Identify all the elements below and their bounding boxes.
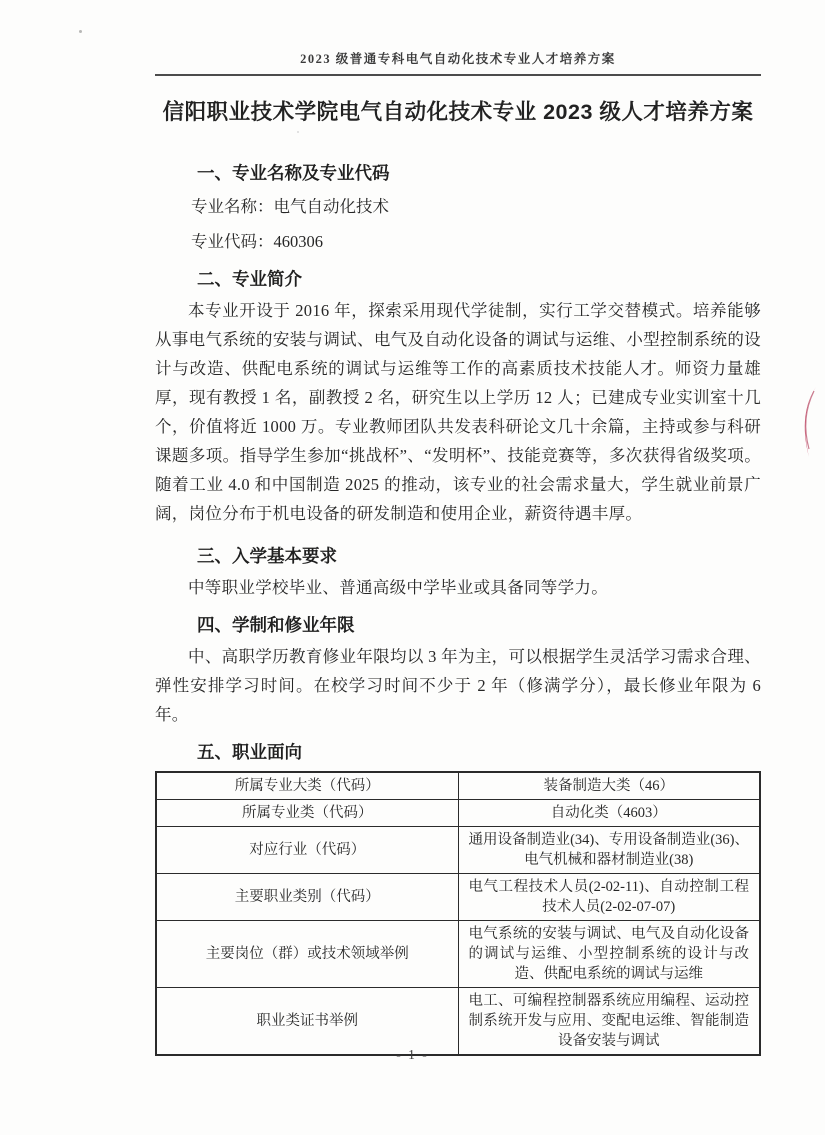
scan-speck (79, 30, 82, 33)
career-orientation-table (155, 771, 761, 1056)
document-title: 信阳职业技术学院电气自动化技术专业 2023 级人才培养方案 (162, 100, 754, 124)
major-code-line: 专业代码：460306 (191, 232, 323, 251)
intro-paragraph: 本专业开设于 2016 年，探索采用现代学徒制，实行工学交替模式。培养能够从事电气系统的安装与调试、电气及自动化设备的调试与运维、小型控制系统的设计与改造、供配电系统的调试与运维等工作的高素质技术技能人才。师资力量雄厚，现有教授 1 名，副教授 2 名，研究生以上学历 12 人；已建成专业实训室十几个，价值将近 1000 万。专业教师团队共发表科研论文几十余篇，主持或参与科研课题多项。指导学生参加“挑战杯”、“发明杯”、技能竞赛等，多次获得省级奖项。随着工业 4.0 和中国制造 2025 的推动，该专业的社会需求量大，学生就业前景广阔，岗位分布于机电设备的研发制造和使用企业，薪资待遇丰厚。 (155, 301, 761, 523)
table-row (156, 772, 760, 800)
scan-speck (563, 317, 565, 319)
row-label-cell: 所属专业类（代码） (156, 800, 458, 827)
page-number: - 1 - (396, 1047, 429, 1062)
major-name-line: 专业名称：电气自动化技术 (191, 197, 389, 216)
row-value-cell: 电气系统的安装与调试、电气及自动化设备的调试与运维、小型控制系统的设计与改造、供配电系统的调试与运维 (458, 921, 760, 988)
table-row (156, 988, 760, 1056)
table-row (156, 874, 760, 921)
section-heading-career: 五、职业面向 (197, 742, 302, 762)
row-value-cell: 自动化类（4603） (458, 800, 760, 827)
table-row (156, 921, 760, 988)
section-heading-admission: 三、入学基本要求 (197, 546, 337, 566)
row-label-cell: 对应行业（代码） (156, 827, 458, 874)
row-label-cell: 主要职业类别（代码） (156, 874, 458, 921)
row-label-cell: 职业类证书举例 (156, 988, 458, 1056)
header-rule (155, 74, 761, 76)
table-row (156, 800, 760, 827)
row-label-cell: 所属专业大类（代码） (156, 772, 458, 800)
admission-paragraph: 中等职业学校毕业、普通高级中学毕业或具备同等学力。 (188, 578, 608, 597)
section-heading-intro: 二、专业简介 (197, 269, 302, 289)
scan-speck (297, 131, 299, 133)
duration-paragraph: 中、高职学历教育修业年限均以 3 年为主，可以根据学生灵活学习需求合理、弹性安排学习时间。在校学习时间不少于 2 年（修满学分），最长修业年限为 6 年。 (155, 647, 761, 724)
section-heading-duration: 四、学制和修业年限 (197, 615, 355, 635)
red-ink-mark (796, 385, 820, 461)
row-value-cell: 电气工程技术人员(2-02-11)、自动控制工程技术人员(2-02-07-07) (458, 874, 760, 921)
table-row (156, 827, 760, 874)
row-value-cell: 通用设备制造业(34)、专用设备制造业(36)、电气机械和器材制造业(38) (458, 827, 760, 874)
page-header-text: 2023 级普通专科电气自动化技术专业人才培养方案 (300, 52, 616, 66)
row-value-cell: 装备制造大类（46） (458, 772, 760, 800)
row-value-cell: 电工、可编程控制器系统应用编程、运动控制系统开发与应用、变配电运维、智能制造设备安装与调试 (458, 988, 760, 1056)
section-heading-major-info: 一、专业名称及专业代码 (197, 163, 390, 183)
document-page (155, 0, 761, 1056)
row-label-cell: 主要岗位（群）或技术领域举例 (156, 921, 458, 988)
